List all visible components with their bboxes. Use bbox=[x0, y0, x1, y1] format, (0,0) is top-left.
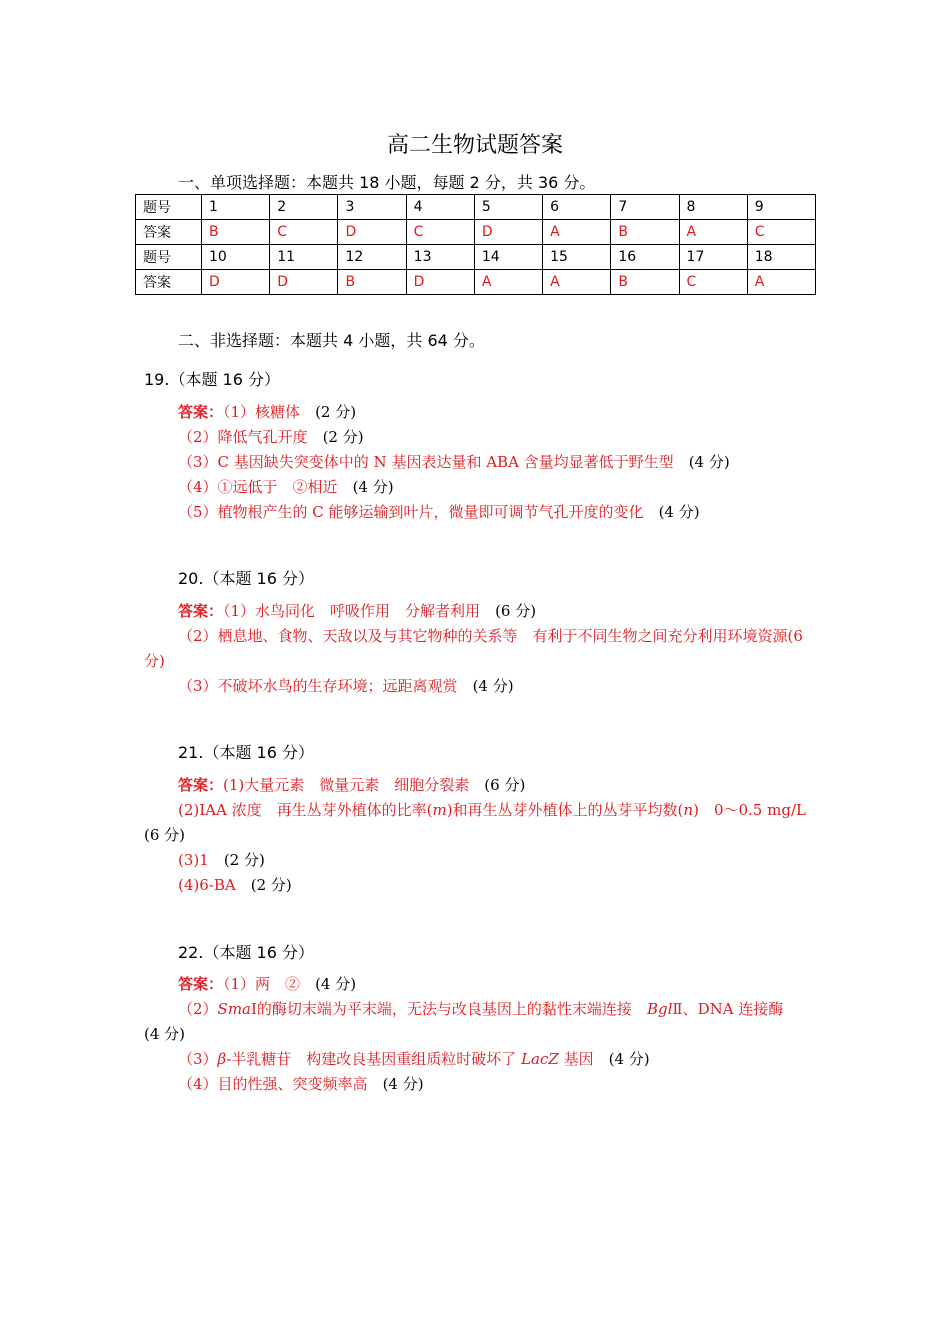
table-cell: 1 bbox=[202, 195, 270, 220]
table-cell: 6 bbox=[543, 195, 611, 220]
table-cell: 7 bbox=[611, 195, 679, 220]
section2-heading: 二、非选择题：本题共 4 小题，共 64 分。 bbox=[178, 331, 485, 350]
row-label: 题号 bbox=[136, 245, 202, 270]
table-cell: 3 bbox=[338, 195, 406, 220]
q21-answer: 答案：(1)大量元素 微量元素 细胞分裂素 (6 分) (2)IAA 浓度 再生丛芽外植体的比率(m)和再生丛芽外植体上的丛芽平均数(n) 0～0.5 mg/L (6 分) (3)1 (2 分) (4)6-BA (2 分) bbox=[144, 776, 806, 894]
answer-cell: D bbox=[270, 270, 338, 295]
table-cell: 15 bbox=[543, 245, 611, 270]
section1-heading: 一、单项选择题：本题共 18 小题，每题 2 分，共 36 分。 bbox=[178, 173, 596, 192]
answer-label: 答案： bbox=[178, 602, 224, 620]
q19-header: 19.（本题 16 分） bbox=[144, 370, 280, 389]
q22-answer: 答案：（1）两 ② (4 分) （2）SmaⅠ的酶切末端为平末端，无法与改良基因上的黏性末端连接 BglⅡ、DNA 连接酶 (4 分) （3）β-半乳糖苷 构建改良基因重组质粒时破坏了 LacZ 基因 (4 分) （4）目的性强、突变频率高 (4 分) bbox=[144, 975, 784, 1093]
answer-cell: C bbox=[747, 220, 815, 245]
row-label: 答案 bbox=[136, 220, 202, 245]
table-cell: 11 bbox=[270, 245, 338, 270]
answer-cell: D bbox=[202, 270, 270, 295]
table-row bbox=[136, 220, 816, 245]
answer-cell: A bbox=[543, 270, 611, 295]
row-label: 答案 bbox=[136, 270, 202, 295]
answer-cell: B bbox=[611, 220, 679, 245]
answer-cell: B bbox=[611, 270, 679, 295]
table-cell: 17 bbox=[679, 245, 747, 270]
answer-label: 答案： bbox=[178, 776, 224, 794]
table-cell: 5 bbox=[474, 195, 542, 220]
table-row bbox=[136, 195, 816, 220]
answer-label: 答案： bbox=[178, 975, 224, 993]
table-cell: 8 bbox=[679, 195, 747, 220]
answer-cell: A bbox=[543, 220, 611, 245]
answer-cell: B bbox=[338, 270, 406, 295]
page-title: 高二生物试题答案 bbox=[386, 133, 563, 158]
q22-header: 22.（本题 16 分） bbox=[178, 943, 314, 962]
table-cell: 2 bbox=[270, 195, 338, 220]
table-row bbox=[136, 270, 816, 295]
answer-cell: A bbox=[747, 270, 815, 295]
table-cell: 9 bbox=[747, 195, 815, 220]
answer-table bbox=[135, 194, 816, 295]
table-cell: 14 bbox=[474, 245, 542, 270]
answer-cell: C bbox=[679, 270, 747, 295]
table-cell: 18 bbox=[747, 245, 815, 270]
answer-cell: A bbox=[474, 270, 542, 295]
row-label: 题号 bbox=[136, 195, 202, 220]
answer-label: 答案： bbox=[178, 403, 224, 421]
answer-cell: A bbox=[679, 220, 747, 245]
table-cell: 12 bbox=[338, 245, 406, 270]
q20-header: 20.（本题 16 分） bbox=[178, 569, 314, 588]
table-cell: 13 bbox=[406, 245, 474, 270]
q20-answer: 答案：（1）水鸟同化 呼吸作用 分解者利用 (6 分) （2）栖息地、食物、天敌以及与其它物种的关系等 有利于不同生物之间充分利用环境资源(6 分) （3）不破坏水鸟的生存环境；远距离观赏 (4 分) bbox=[144, 602, 803, 695]
table-cell: 10 bbox=[202, 245, 270, 270]
answer-cell: B bbox=[202, 220, 270, 245]
table-cell: 4 bbox=[406, 195, 474, 220]
q19-answer: 答案：（1）核糖体 (2 分) （2）降低气孔开度 (2 分) （3）C 基因缺失突变体中的 N 基因表达量和 ABA 含量均显著低于野生型 (4 分) （4）①远低于 ②相近 (4 分) （5）植物根产生的 C 能够运输到叶片，微量即可调节气孔开度的变化 (4 分) bbox=[178, 403, 730, 521]
answer-cell: D bbox=[406, 270, 474, 295]
answer-cell: C bbox=[270, 220, 338, 245]
q21-header: 21.（本题 16 分） bbox=[178, 743, 314, 762]
table-row bbox=[136, 245, 816, 270]
answer-cell: D bbox=[474, 220, 542, 245]
answer-cell: D bbox=[338, 220, 406, 245]
table-cell: 16 bbox=[611, 245, 679, 270]
answer-cell: C bbox=[406, 220, 474, 245]
